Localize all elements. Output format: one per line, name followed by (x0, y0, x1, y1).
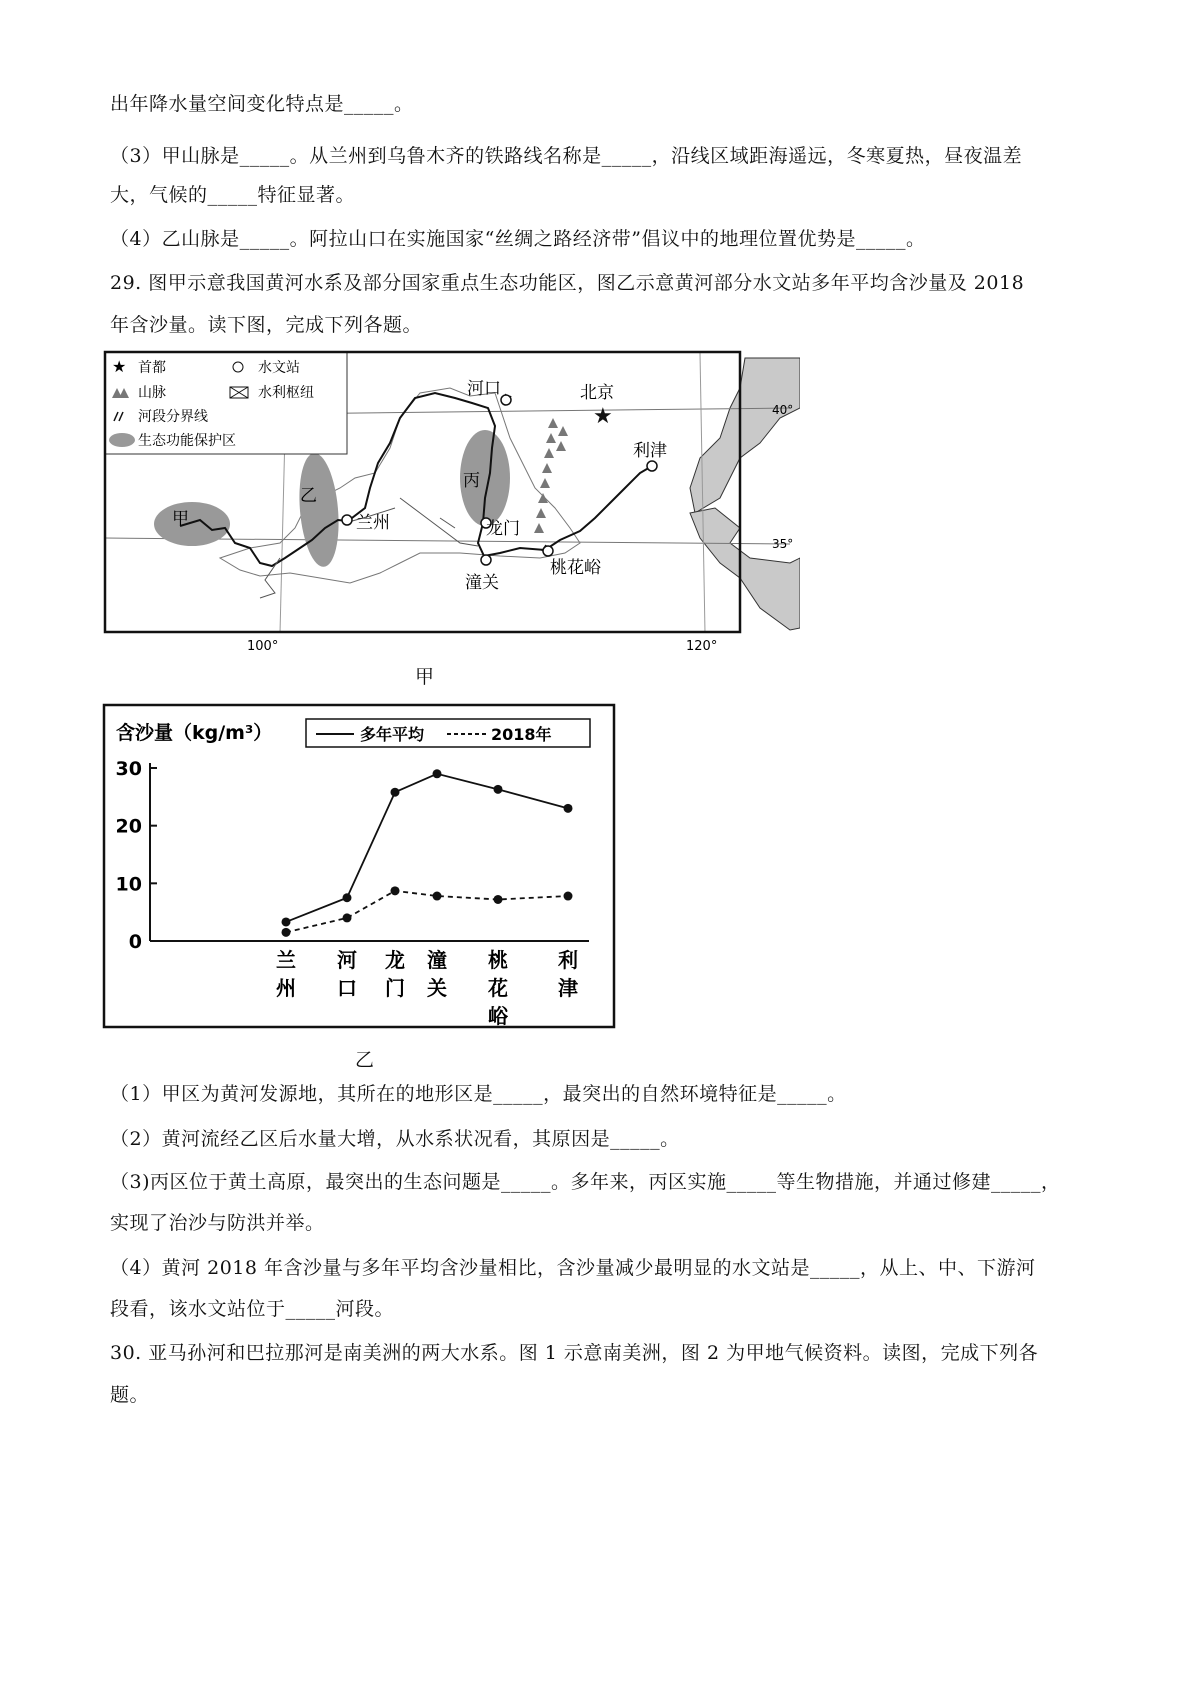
eco-zone-yi (295, 452, 343, 569)
mountain-range-icon (534, 418, 568, 533)
legend-mountain: 山脉 (138, 385, 166, 401)
data-point (494, 895, 503, 904)
chart-caption: 乙 (355, 1049, 375, 1071)
y-tick-label: 30 (115, 758, 142, 780)
question-3-text-cont: 大，气候的_____特征显著。 (110, 184, 356, 206)
label-yi: 乙 (300, 486, 317, 506)
sub-question-3-cont: 实现了治沙与防洪并举。 (110, 1212, 325, 1234)
x-tick-label: 门 (385, 976, 405, 1000)
x-tick-label: 关 (427, 976, 447, 1000)
data-point (564, 804, 573, 813)
sediment-chart (102, 703, 618, 1030)
data-point (391, 788, 400, 797)
sub-question-1: （1）甲区为黄河发源地，其所在的地形区是_____，最突出的自然环境特征是_____。 (110, 1083, 847, 1105)
sub-question-4: （4）黄河 2018 年含沙量与多年平均含沙量相比，含沙量减少最明显的水文站是_____，从上、中、下游河 (110, 1257, 1036, 1279)
sub-question-2: （2）黄河流经乙区后水量大增，从水系状况看，其原因是_____。 (110, 1128, 680, 1150)
question-29-intro-cont: 年含沙量。读下图，完成下列各题。 (110, 314, 423, 336)
x-tick-label: 津 (558, 976, 578, 1000)
x-tick-label: 州 (276, 976, 296, 1000)
x-tick-label: 潼 (427, 948, 447, 972)
data-point (391, 886, 400, 895)
label-hekou: 河口 (467, 379, 501, 399)
question-30-intro-cont: 题。 (110, 1384, 150, 1406)
data-point (343, 893, 352, 902)
legend-series-1: 多年平均 (360, 725, 425, 744)
lat-35: 35° (772, 537, 794, 551)
legend-capital: 首都 (138, 360, 166, 376)
capital-star-icon: ★ (593, 404, 613, 429)
eco-zone-jia (154, 502, 230, 546)
legend-station: 水文站 (258, 360, 300, 376)
data-point (282, 928, 291, 937)
y-tick-label: 0 (128, 931, 142, 953)
label-tongguan: 潼关 (465, 573, 499, 593)
y-tick-label: 20 (115, 815, 142, 838)
legend-eco: 生态功能保护区 (138, 433, 236, 449)
question-29-intro: 29. 图甲示意我国黄河水系及部分国家重点生态功能区，图乙示意黄河部分水文站多年平均含沙量及 2018 (110, 272, 1025, 294)
x-tick-label: 河 (337, 948, 357, 972)
data-point (282, 917, 291, 926)
sub-question-4-cont: 段看，该水文站位于_____河段。 (110, 1298, 395, 1320)
x-tick-label: 口 (337, 976, 357, 1000)
yellow-river-map (100, 348, 800, 658)
label-lanzhou: 兰州 (356, 513, 390, 533)
legend-boundary: 河段分界线 (138, 409, 208, 425)
data-point (343, 913, 352, 922)
x-tick-label: 兰 (276, 948, 296, 972)
label-longmen: 龙门 (486, 519, 520, 539)
sub-question-3: （3)丙区位于黄土高原，最突出的生态问题是_____。多年来，丙区实施_____等生物措施，并通过修建_____， (110, 1171, 1061, 1193)
data-point (433, 892, 442, 901)
label-beijing: 北京 (580, 383, 614, 403)
question-4-text: （4）乙山脉是_____。阿拉山口在实施国家“丝绸之路经济带”倡议中的地理位置优势是_____。 (110, 228, 926, 250)
x-tick-label: 桃 (488, 948, 508, 972)
x-tick-label: 花 (488, 976, 508, 1000)
x-tick-label: 利 (558, 948, 578, 972)
y-axis-label: 含沙量（kg/m³） (116, 722, 273, 744)
label-taohuayu: 桃花峪 (550, 558, 601, 578)
data-point (494, 785, 503, 794)
map-caption: 甲 (415, 666, 435, 688)
label-lijin: 利津 (633, 441, 667, 461)
x-tick-label: 峪 (488, 1004, 508, 1028)
data-point (433, 769, 442, 778)
question-3-text: （3）甲山脉是_____。从兰州到乌鲁木齐的铁路线名称是_____，沿线区域距海遥远，冬寒夏热，昼夜温差 (110, 145, 1023, 167)
lon-100: 100° (247, 639, 279, 654)
y-tick-label: 10 (115, 873, 142, 896)
legend-series-2: 2018年 (491, 725, 552, 744)
x-tick-label: 龙 (385, 948, 405, 972)
label-jia: 甲 (172, 509, 189, 529)
lon-120: 120° (686, 639, 718, 654)
label-bing: 丙 (463, 471, 480, 491)
question-text-line: 出年降水量空间变化特点是_____。 (110, 93, 414, 115)
question-30-intro: 30. 亚马孙河和巴拉那河是南美洲的两大水系。图 1 示意南美洲，图 2 为甲地气候资料。读图，完成下列各 (110, 1342, 1039, 1364)
data-point (564, 892, 573, 901)
legend-hub: 水利枢纽 (258, 385, 314, 401)
svg-text:★: ★ (112, 357, 127, 376)
lat-40: 40° (772, 403, 794, 417)
